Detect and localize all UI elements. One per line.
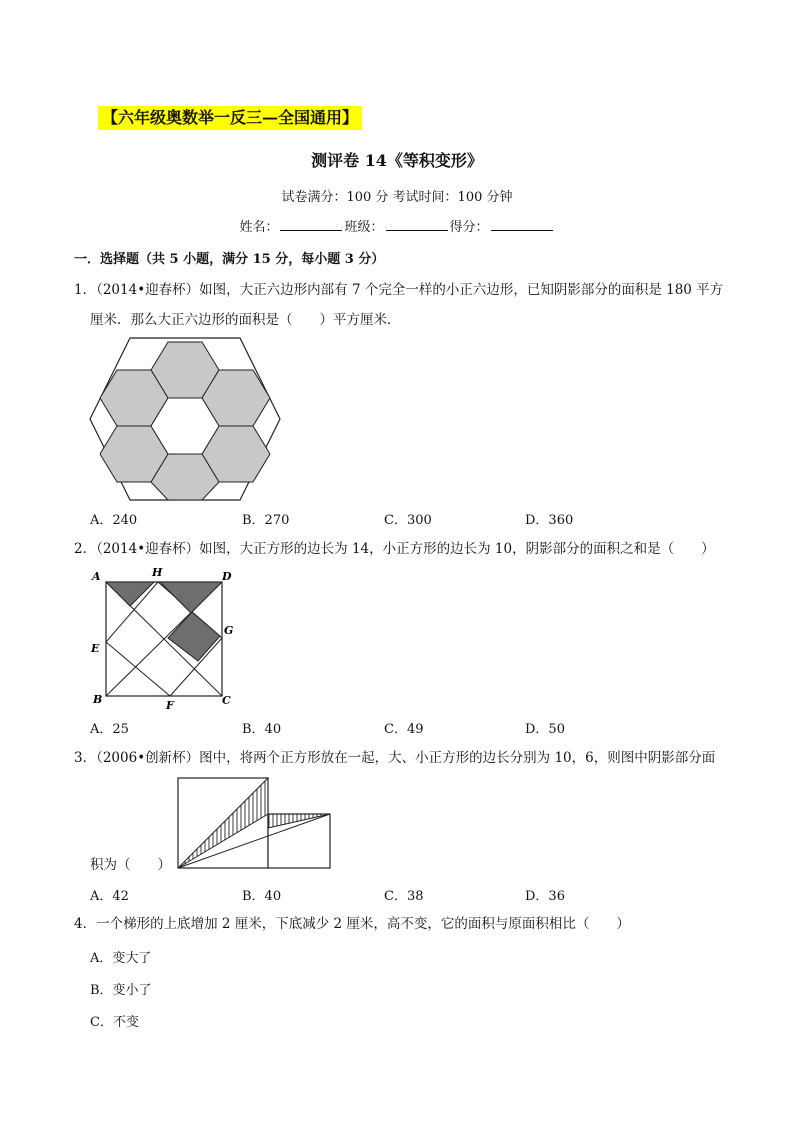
question-1-option-c[interactable]: C．300 (384, 513, 432, 528)
name-label: 姓名： (239, 220, 279, 235)
exam-meta: 试卷满分：100 分 考试时间：100 分钟 (281, 190, 513, 205)
label-h: H (152, 566, 163, 579)
series-tag: 【六年级奥数举一反三—全国通用】 (98, 106, 362, 130)
page-title: 测评卷 14《等积变形》 (311, 151, 483, 170)
label-c: C (222, 694, 231, 707)
two-squares-figure (176, 776, 332, 870)
question-1-line-2: 厘米．那么大正六边形的面积是（ ）平方厘米． (90, 312, 401, 328)
question-2-option-c[interactable]: C．49 (384, 722, 424, 737)
label-g: G (224, 624, 234, 637)
student-info-fields (0, 216, 794, 235)
score-label: 得分： (449, 220, 489, 235)
question-4-option-b[interactable]: B．变小了 (90, 983, 152, 998)
question-3-option-c[interactable]: C．38 (384, 889, 424, 904)
question-1-line-1: 1．（2014•迎春杯）如图，大正六边形内部有 7 个完全一样的小正六边形，已知阴影部分的面积是 180 平方 (74, 282, 724, 298)
question-1-option-a[interactable]: A．240 (90, 513, 138, 528)
hexagon-figure (88, 336, 282, 502)
question-1-option-b[interactable]: B．270 (242, 513, 290, 528)
question-1-option-d[interactable]: D．360 (525, 513, 574, 528)
question-2-option-a[interactable]: A．25 (90, 722, 129, 737)
label-b: B (93, 693, 103, 706)
question-3-option-a[interactable]: A．42 (90, 889, 129, 904)
class-blank[interactable] (386, 218, 448, 231)
question-4-option-c[interactable]: C．不变 (90, 1015, 139, 1030)
score-blank[interactable] (491, 218, 553, 231)
question-4-option-a[interactable]: A．变大了 (90, 951, 152, 966)
label-e: E (91, 642, 100, 655)
question-2-option-d[interactable]: D．50 (525, 722, 565, 737)
label-a: A (92, 570, 101, 583)
name-blank[interactable] (280, 218, 342, 231)
section-heading: 一．选择题（共 5 小题，满分 15 分，每小题 3 分） (74, 252, 385, 267)
question-3-line-2: 积为（ ） (90, 857, 171, 873)
question-4-line-1: 4．一个梯形的上底增加 2 厘米，下底减少 2 厘米，高不变，它的面积与原面积相比（ ） (74, 916, 630, 932)
question-3-line-1: 3．（2006•创新杯）图中，将两个正方形放在一起，大、小正方形的边长分别为 10，6，则图中阴影部分面 (74, 750, 716, 766)
class-label: 班级： (344, 220, 384, 235)
label-f: F (166, 699, 174, 712)
squares-figure (88, 566, 248, 714)
question-2-option-b[interactable]: B．40 (242, 722, 282, 737)
question-3-option-b[interactable]: B．40 (242, 889, 282, 904)
question-3-option-d[interactable]: D．36 (525, 889, 565, 904)
label-d: D (222, 570, 232, 583)
question-2-line-1: 2．（2014•迎春杯）如图，大正方形的边长为 14，小正方形的边长为 10，阴影部分的面积之和是（ ） (74, 541, 715, 557)
